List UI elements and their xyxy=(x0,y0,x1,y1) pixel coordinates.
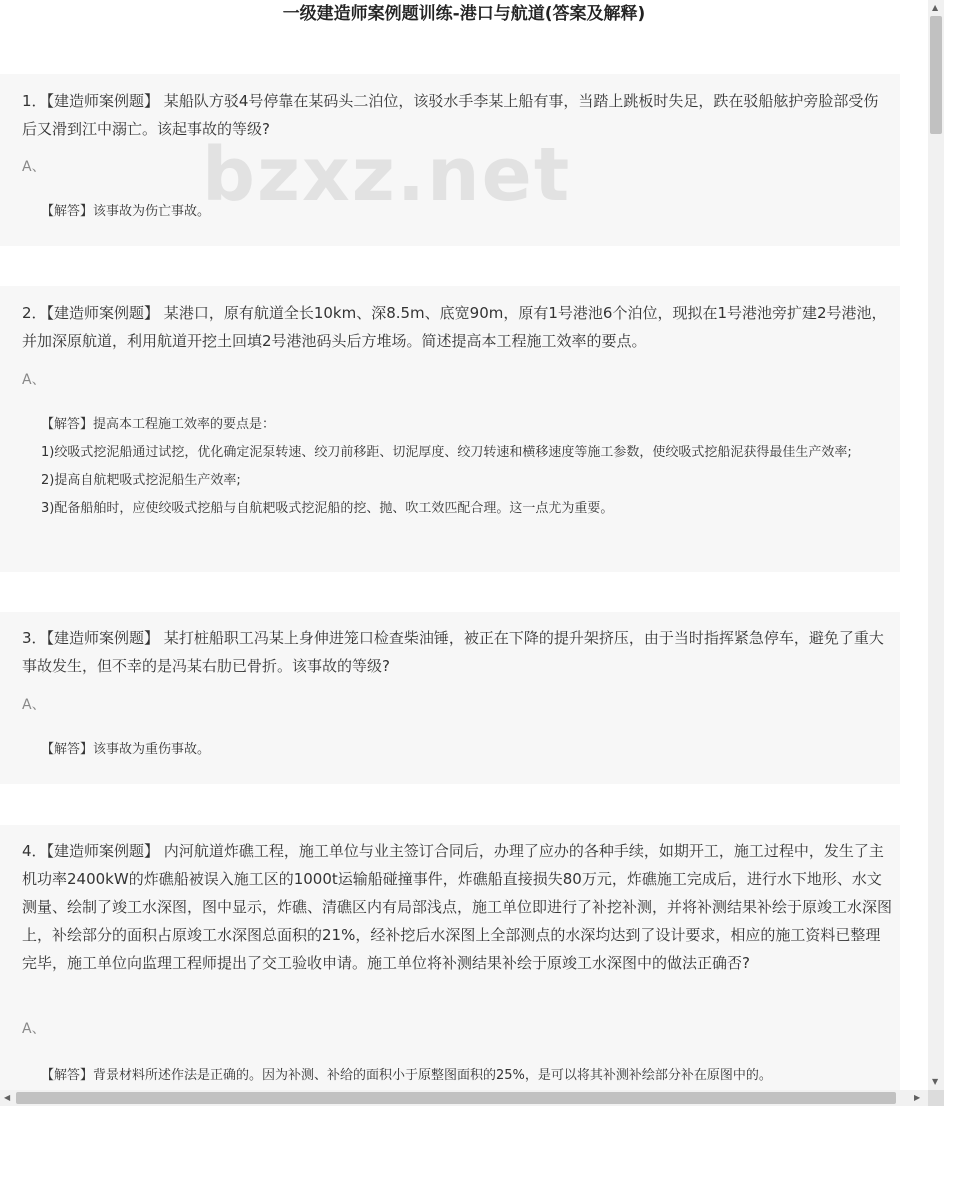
horizontal-scrollbar[interactable] xyxy=(0,1090,928,1106)
answer-line: 【解答】该事故为重伤事故。 xyxy=(41,742,211,757)
scroll-left-arrow-icon[interactable]: ◀ xyxy=(4,1093,11,1102)
option-a[interactable]: A、 xyxy=(22,372,46,388)
question-text: 3．【建造师案例题】 某打桩船职工冯某上身伸进笼口检查柴油锤，被正在下降的提升架挤压，由于当时指挥紧急停车，避免了重大事故发生，但不幸的是冯某右肋已骨折。该事故的等级? xyxy=(22,629,884,675)
answer-block xyxy=(41,198,881,226)
horizontal-scrollbar-thumb[interactable] xyxy=(16,1092,896,1104)
answer-block xyxy=(41,1062,881,1090)
scroll-right-arrow-icon[interactable]: ▶ xyxy=(914,1093,921,1102)
answer-line: 3)配备船舶时，应使绞吸式挖船与自航耙吸式挖泥船的挖、抛、吹工效匹配合理。这一点尤为重要。 xyxy=(41,501,614,516)
vertical-scrollbar[interactable] xyxy=(928,0,944,1090)
answer-line: 【解答】该事故为伤亡事故。 xyxy=(41,204,211,219)
question-card-2 xyxy=(0,286,900,572)
page-title: 一级建造师案例题训练-港口与航道(答案及解释) xyxy=(282,4,646,24)
answer-block xyxy=(41,736,881,764)
question-card-3 xyxy=(0,612,900,784)
answer-block xyxy=(41,411,881,523)
option-a[interactable]: A、 xyxy=(22,1021,46,1037)
question-card-4 xyxy=(0,825,900,1090)
question-text: 1．【建造师案例题】 某船队方驳4号停靠在某码头二泊位，该驳水手李某上船有事，当踏上跳板时失足，跌在驳船舷护旁脸部受伤后又滑到江中溺亡。该起事故的等级? xyxy=(22,92,879,138)
scrollbar-corner xyxy=(928,1090,944,1106)
answer-line: 【解答】背景材料所述作法是正确的。因为补测、补给的面积小于原整图面积的25%，是可以将其补测补绘部分补在原图中的。 xyxy=(41,1068,772,1083)
option-a[interactable]: A、 xyxy=(22,697,46,713)
answer-line: 【解答】提高本工程施工效率的要点是： xyxy=(41,417,276,432)
answer-line: 2)提高自航耙吸式挖泥船生产效率; xyxy=(41,473,241,488)
scroll-up-arrow-icon[interactable]: ▲ xyxy=(932,3,939,12)
question-text: 4．【建造师案例题】 内河航道炸礁工程，施工单位与业主签订合同后，办理了应办的各种手续，如期开工，施工过程中，发生了主机功率2400kW的炸礁船被误入施工区的1000t运输船碰撞事件，炸礁船直接损失80万元，炸礁施工完成后，进行水下地形、水文测量、绘制了竣工水深图，图中显示，炸礁、清礁区内有局部浅点，施工单位即进行了补挖补测，并将补测结果补绘于原竣工水深图上，补绘部分的面积占原竣工水深图总面积的21%，经补挖后水深图上全部测点的水深均达到了设计要求，相应的施工资料已整理完毕，施工单位向监理工程师提出了交工验收申请。施工单位将补测结果补绘于原竣工水深图中的做法正确否? xyxy=(22,842,893,972)
answer-line: 1)绞吸式挖泥船通过试挖，优化确定泥泵转速、绞刀前移距、切泥厚度、绞刀转速和横移速度等施工参数，使绞吸式挖船泥获得最佳生产效率; xyxy=(41,445,852,460)
scroll-down-arrow-icon[interactable]: ▼ xyxy=(932,1077,939,1086)
watermark: bzxz.net xyxy=(202,132,572,218)
question-card-1 xyxy=(0,74,900,246)
question-text: 2．【建造师案例题】 某港口，原有航道全长10km、深8.5m、底宽90m，原有1号港池6个泊位，现拟在1号港池旁扩建2号港池，并加深原航道，利用航道开挖土回填2号港池码头后方堆场。简述提高本工程施工效率的要点。 xyxy=(22,304,887,350)
vertical-scrollbar-thumb[interactable] xyxy=(930,16,942,134)
option-a[interactable]: A、 xyxy=(22,159,46,175)
